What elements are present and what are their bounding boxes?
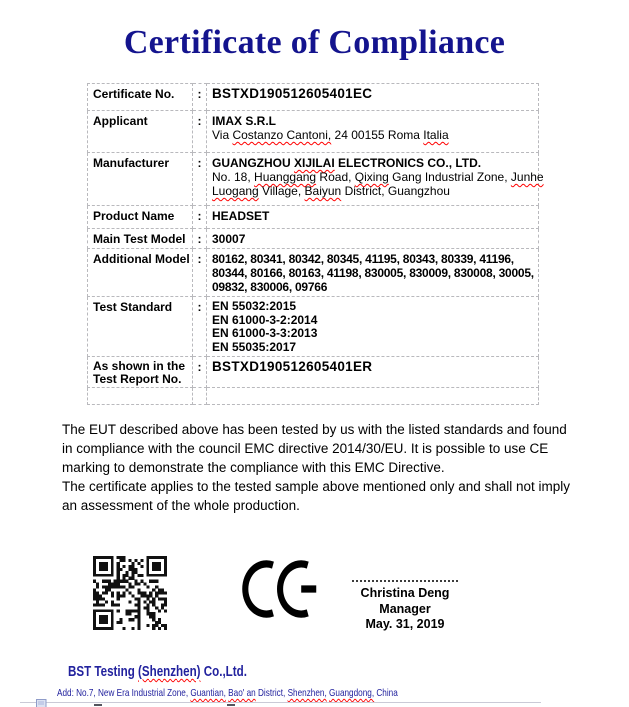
colon: : [193,357,207,388]
misspelled-text: Bao' an [228,687,256,699]
table-row-test-standard [88,297,539,357]
text-segment: No. 18, [212,170,255,184]
text-segment: GUANGZHOU [212,156,294,170]
text-segment: Gang Industrial Zone, [388,170,511,184]
colon: : [193,111,207,153]
applicant-address [212,128,534,142]
table-row-additional-model [88,249,539,297]
compliance-statement [62,420,570,515]
table-row-empty [88,388,539,405]
row-label: Main Test Model [93,232,186,246]
manufacturer-address [212,170,544,184]
applicant-name: IMAX S.R.L [212,114,277,128]
text-segment: 24 00155 Roma [331,128,424,142]
row-label: Product Name [93,209,175,223]
test-standard: EN 61000-3-3:2013 [212,326,318,340]
test-standard: EN 61000-3-2:2014 [212,312,318,327]
colon: : [193,249,207,297]
row-label: Applicant [93,114,148,128]
ruler-tick [227,704,235,706]
statement-line: The certificate applies to the tested sample above mentioned only and shall not imply [62,479,571,494]
test-report-number: BSTXD190512605401ER [212,359,373,374]
main-test-model: 30007 [212,232,246,246]
additional-models: 80162, 80341, 80342, 80345, 41195, 80343, 80339, 41196, [212,252,514,266]
text-segment: District, Guangzhou [341,184,450,198]
row-label: Certificate No. [93,87,175,101]
signatory-name: Christina Deng [360,586,450,600]
signature-date: May. 31, 2019 [365,617,445,631]
misspelled-text: Junhe [510,170,544,184]
text-segment: Co.,Ltd. [200,664,247,680]
compliance-table [87,83,544,405]
issuer-address [57,687,398,699]
colon: : [193,206,207,229]
text-segment: District, [255,687,288,699]
additional-models: 80344, 80166, 80163, 41198, 830005, 830009, 830008, 30005, [212,266,534,280]
table-row-product-name [88,206,539,229]
text-segment: China [374,687,398,699]
table-row-test-report-no [88,357,539,388]
text-segment: ELECTRONICS CO., LTD. [334,156,482,170]
misspelled-text: XIJILAI [294,156,335,170]
misspelled-text: Shenzhen, [287,687,327,699]
manufacturer-name [212,156,534,170]
certificate-number: BSTXD190512605401EC [212,86,373,101]
statement-line: an assessment of the whole production. [62,498,300,513]
misspelled-text: Italia [423,128,449,142]
qr-code [93,556,167,630]
statement-line: marking to demonstrate the compliance with this EMC Directive. [62,460,445,475]
table-row-main-test-model [88,229,539,249]
colon: : [193,297,207,357]
test-standard: EN 55035:2017 [212,339,297,354]
misspelled-text: Costanzo Cantoni, [232,128,332,142]
misspelled-text: Qixing [354,170,389,184]
misspelled-text: Baiyun [304,184,342,198]
page-title: Certificate of Compliance [123,24,506,61]
manufacturer-address [212,184,534,198]
test-standard: EN 55032:2015 [212,299,297,313]
misspelled-text: Guantian, [190,687,226,699]
table-row-manufacturer [88,153,539,206]
row-label: As shown in the [93,359,186,373]
misspelled-text: Huanggang [254,170,317,184]
text-segment: Village, [258,184,305,198]
colon: : [193,84,207,111]
row-label: Manufacturer [93,156,170,170]
additional-models: 09832, 830006, 09766 [212,280,328,294]
signature-block [338,580,472,633]
text-segment: Road, [316,170,355,184]
page-boundary-line [20,702,541,703]
row-label: Additional Model [93,252,190,266]
signature-dotted-line [352,580,458,582]
row-label: Test Standard [93,300,173,314]
misspelled-text: (Shenzhen) [138,664,201,680]
misspelled-text: Luogang [212,184,259,198]
page-marker-icon [36,697,49,707]
misspelled-text: Guangdong, [329,687,375,699]
statement-line: The EUT described above has been tested by us with the listed standards and found [62,422,567,437]
text-segment: Via [212,128,233,142]
table-row-applicant [88,111,539,153]
table-row-certificate-no [88,84,539,111]
colon: : [193,229,207,249]
ce-mark-icon [242,560,320,618]
row-label: Test Report No. [93,371,182,386]
statement-line: in compliance with the council EMC directive 2014/30/EU. It is possible to use CE [62,441,549,456]
text-segment: BST Testing [68,664,139,680]
product-name: HEADSET [212,209,270,223]
text-segment: Add: No.7, New Era Industrial Zone, [57,687,191,699]
colon: : [193,153,207,206]
issuer-company-name [68,664,247,680]
signatory-role: Manager [379,601,431,616]
ruler-tick [94,704,102,706]
